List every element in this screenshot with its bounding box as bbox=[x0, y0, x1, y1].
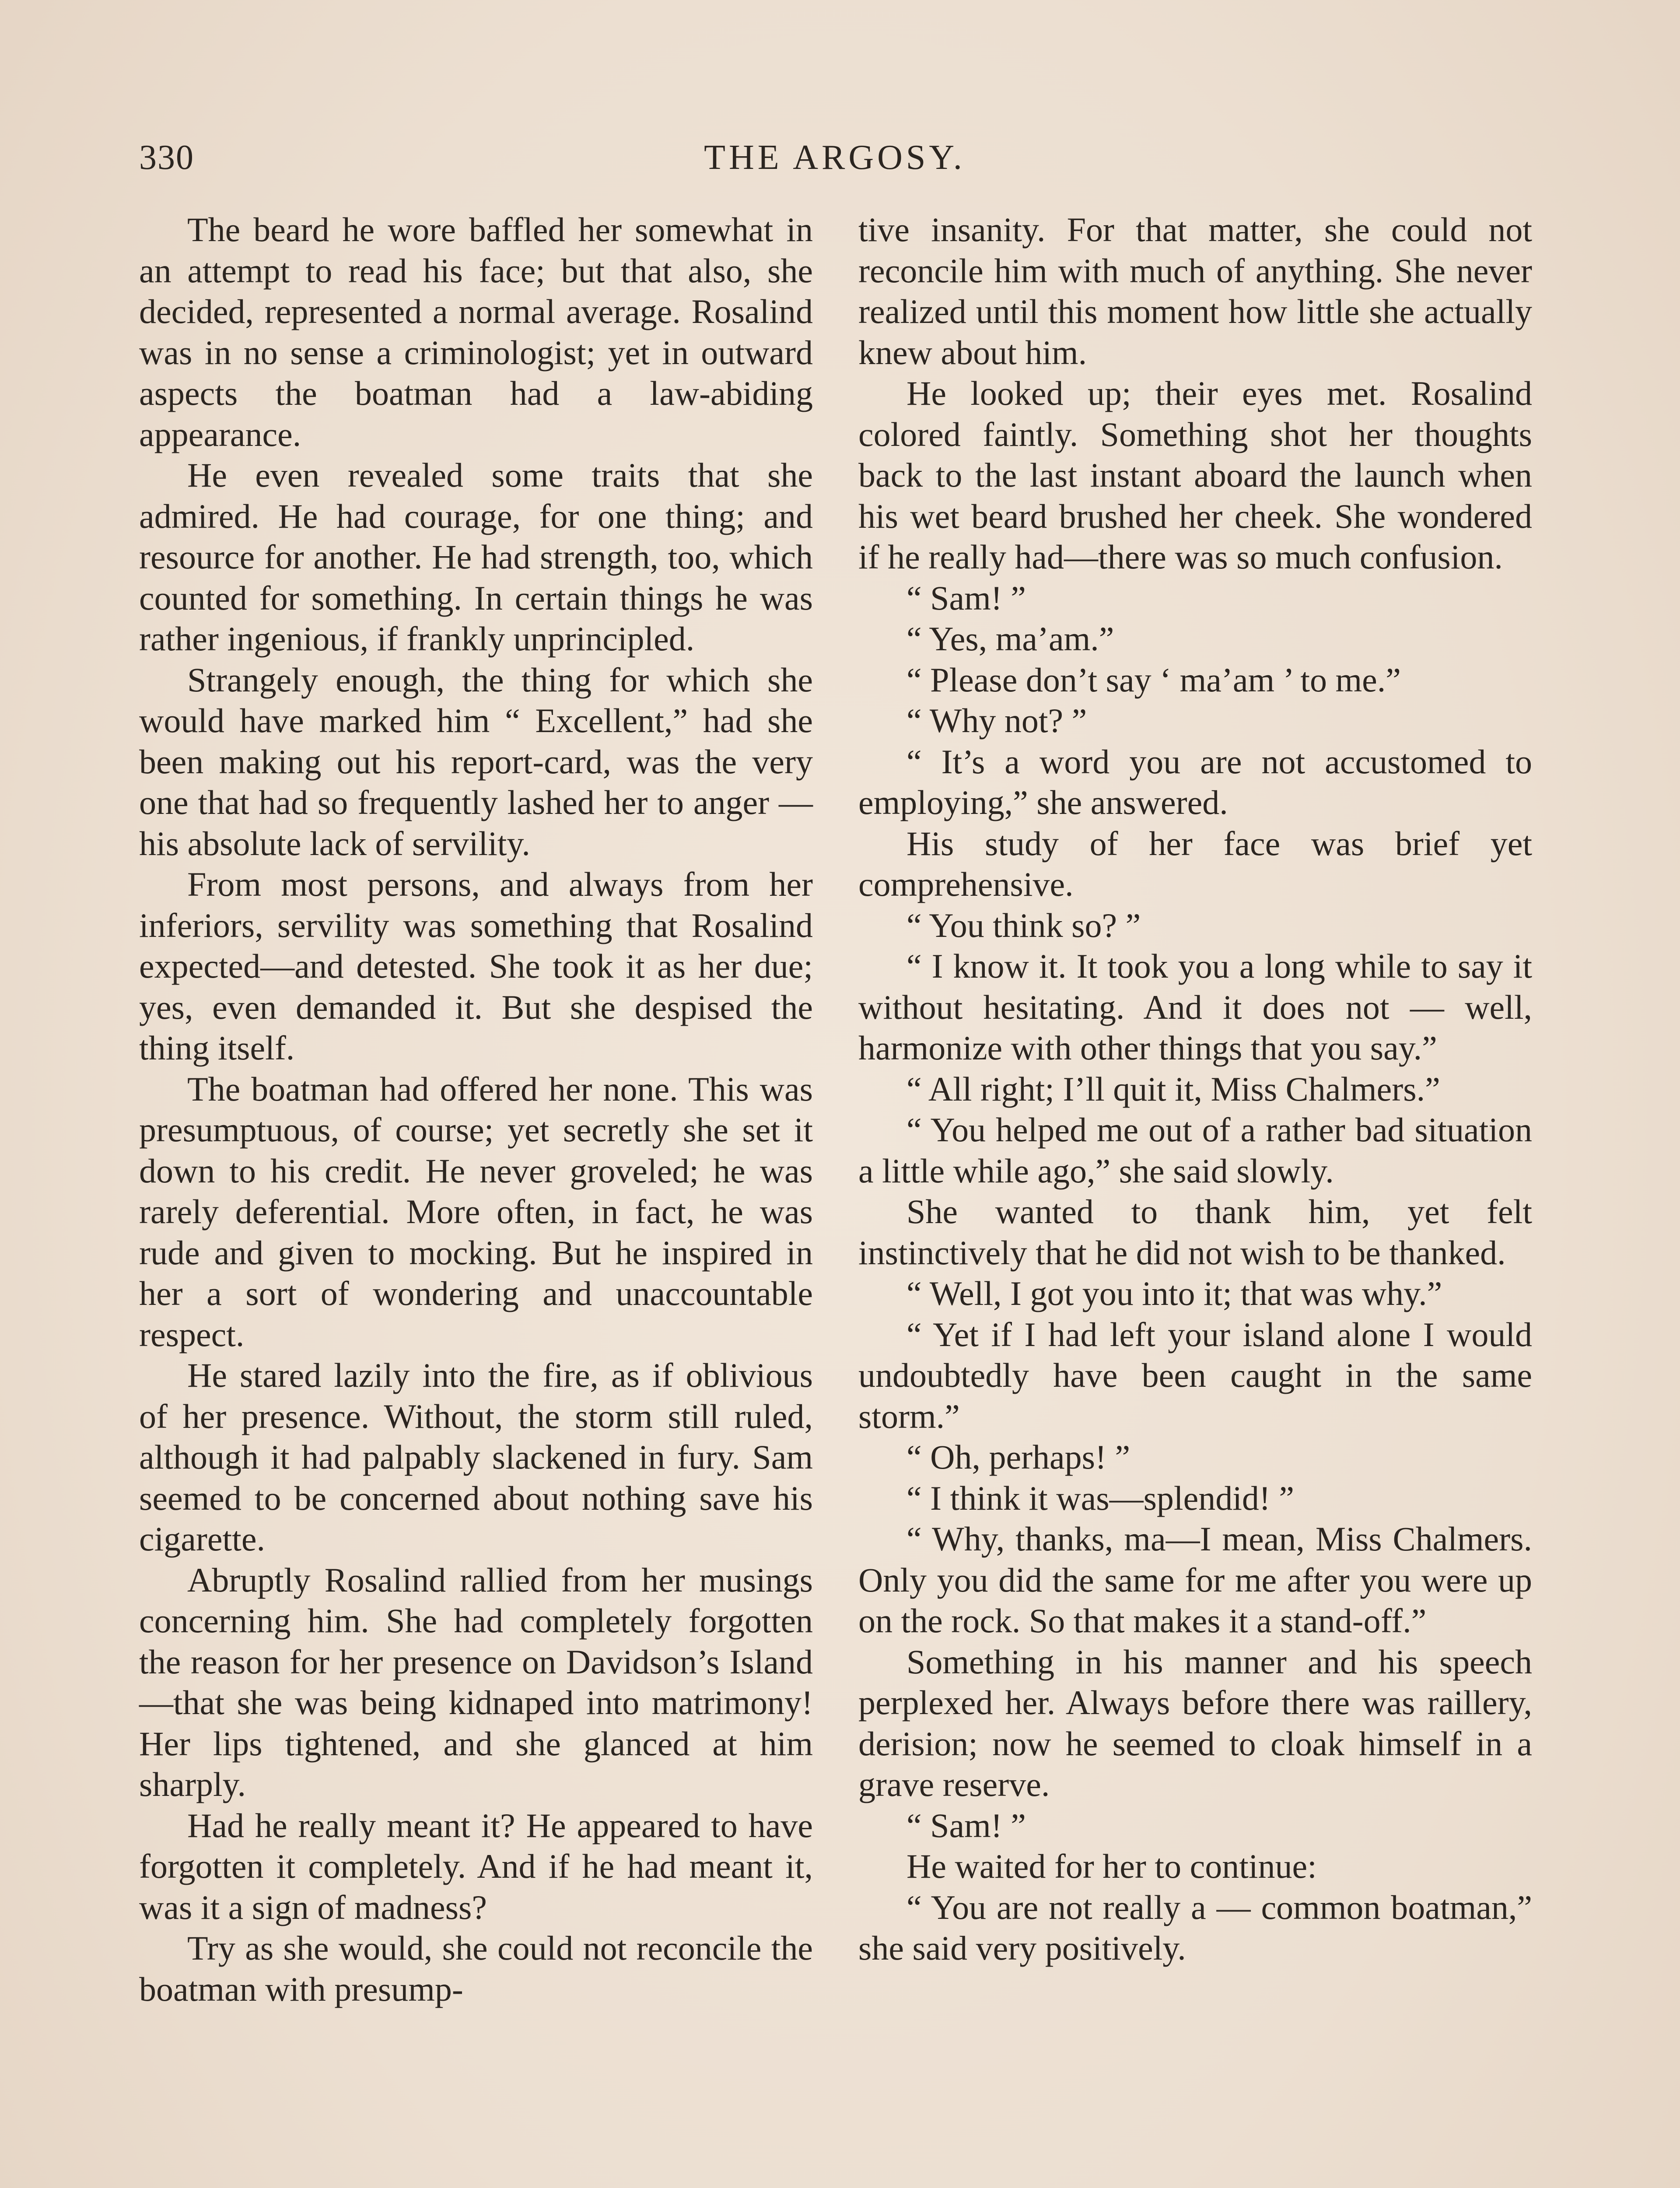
paragraph: She wanted to thank him, yet felt instinctively that he did not wish to be thanked. bbox=[858, 1192, 1532, 1272]
paragraph: “ Why, thanks, ma—I mean, Miss Chalmers. Only you did the same for me after you were up on the rock. So that makes it a stand-off.” bbox=[858, 1520, 1532, 1640]
paragraph: Had he really meant it? He appeared to have forgotten it completely. And if he had meant it, was it a sign of madness? bbox=[139, 1806, 813, 1926]
paragraph: Try as she would, she could not reconcile the boatman with presump- bbox=[139, 1929, 813, 2008]
paragraph: “ Yet if I had left your island alone I would undoubtedly have been caught in the same storm.” bbox=[858, 1315, 1532, 1435]
paragraph: “ Sam! ” bbox=[906, 579, 1026, 617]
paragraph: “ You think so? ” bbox=[906, 906, 1141, 944]
running-title: THE ARGOSY. bbox=[704, 138, 966, 177]
paragraph: “ I think it was—splendid! ” bbox=[906, 1479, 1294, 1517]
paragraph: tive insanity. For that matter, she could not reconcile him with much of anything. She never realized until this moment how little she actually knew about him. bbox=[858, 210, 1532, 372]
paragraph: “ Why not? ” bbox=[906, 701, 1087, 740]
left-text-column bbox=[139, 209, 813, 2009]
paragraph: Abruptly Rosalind rallied from her musings concerning him. She had completely forgotten the reason for her presence on Davidson’s Island—that she was being kidnaped into matrimony! Her lips tightened, and she glanced at him sharply. bbox=[139, 1560, 813, 1803]
page-header bbox=[139, 131, 1530, 184]
paragraph: His study of her face was brief yet comprehensive. bbox=[858, 824, 1532, 903]
paragraph: From most persons, and always from her inferiors, servility was something that Rosalind expected—and detested. She took it as her due; yes, even demanded it. But she despised the thing itself. bbox=[139, 865, 813, 1067]
paragraph: He waited for her to continue: bbox=[906, 1847, 1317, 1885]
paragraph: The boatman had offered her none. This was presumptuous, of course; yet secretly she set it down to his credit. He never groveled; he was rarely deferential. More often, in fact, he was rude and given to mocking. But he inspired in her a sort of wondering and unaccountable respect. bbox=[139, 1069, 813, 1353]
paragraph: “ It’s a word you are not accustomed to employing,” she answered. bbox=[858, 742, 1532, 821]
paragraph: “ I know it. It took you a long while to say it without hesitating. And it does not — well, harmonize with other things that you say.” bbox=[858, 947, 1532, 1067]
paragraph: “ You are not really a — common boatman,” she said very positively. bbox=[858, 1888, 1532, 1967]
paragraph: Strangely enough, the thing for which she would have marked him “ Excellent,” had she been making out his report-card, was the very one that had so frequently lashed her to anger —his absolute lack of servility. bbox=[139, 660, 813, 863]
paragraph: He stared lazily into the fire, as if oblivious of her presence. Without, the storm still ruled, although it had palpably slackened in fury. Sam seemed to be concerned about nothing save his cigarette. bbox=[139, 1356, 813, 1558]
paragraph: “ Oh, perhaps! ” bbox=[906, 1438, 1130, 1476]
paragraph: “ Well, I got you into it; that was why.” bbox=[906, 1274, 1442, 1312]
paragraph: “ Yes, ma’am.” bbox=[906, 620, 1114, 658]
paragraph: Something in his manner and his speech perplexed her. Always before there was raillery, derision; now he seemed to cloak himself in a grave reserve. bbox=[858, 1642, 1532, 1803]
paragraph: He even revealed some traits that she admired. He had courage, for one thing; and resource for another. He had strength, too, which counted for something. In certain things he was rather ingenious, if frankly unprincipled. bbox=[139, 456, 813, 658]
paragraph: “ You helped me out of a rather bad situation a little while ago,” she said slowly. bbox=[858, 1111, 1532, 1190]
paragraph: “ Please don’t say ‘ ma’am ’ to me.” bbox=[906, 660, 1401, 699]
paragraph: The beard he wore baffled her somewhat in an attempt to read his face; but that also, she decided, represented a normal average. Rosalind was in no sense a criminologist; yet in outward aspects the boatman had a law-abiding appearance. bbox=[139, 210, 813, 453]
paragraph: “ All right; I’ll quit it, Miss Chalmers.” bbox=[906, 1069, 1440, 1108]
paragraph: He looked up; their eyes met. Rosalind colored faintly. Something shot her thoughts back to the last instant aboard the launch when his wet beard brushed her cheek. She wondered if he really had—there was so much confusion. bbox=[858, 374, 1532, 576]
right-text-column bbox=[858, 209, 1532, 1969]
page-number: 330 bbox=[139, 138, 194, 177]
paragraph: “ Sam! ” bbox=[906, 1806, 1026, 1844]
